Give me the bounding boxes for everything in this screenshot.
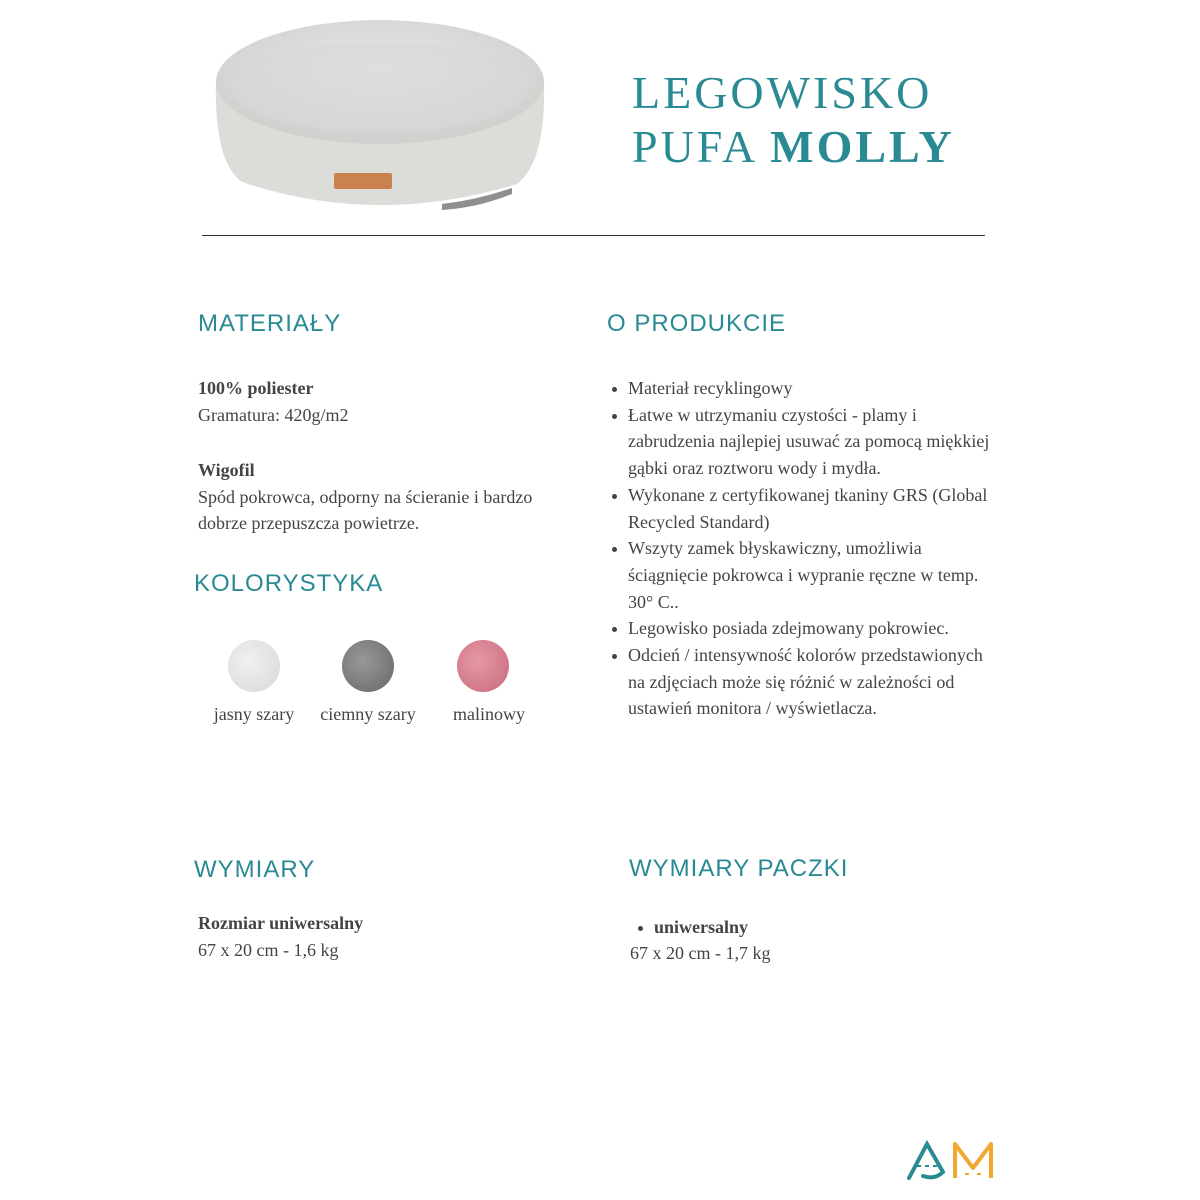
swatch-raspberry	[457, 640, 509, 692]
list-item: Wszyty zamek błyskawiczny, umożliwia ściągnięcie pokrowca i wypranie ręczne w temp. 30° C..	[606, 535, 996, 615]
list-item: Legowisko posiada zdejmowany pokrowiec.	[606, 615, 996, 642]
list-item: Łatwe w utrzymaniu czystości - plamy i zabrudzenia najlepiej usuwać za pomocą miękkiej gąbki oraz roztworu wody i mydła.	[606, 402, 996, 482]
material-desc: Spód pokrowca, odporny na ścieranie i bardzo dobrze przepuszcza powietrze.	[198, 486, 533, 534]
package-list	[632, 914, 748, 941]
about-list	[606, 375, 996, 722]
swatch-label: ciemny szary	[320, 704, 416, 724]
list-item: Wykonane z certyfikowanej tkaniny GRS (Global Recycled Standard)	[606, 482, 996, 535]
materials-section-2	[198, 457, 548, 537]
about-heading: O PRODUKCIE	[607, 310, 787, 337]
product-image	[212, 12, 550, 222]
material-desc: Gramatura: 420g/m2	[198, 404, 349, 425]
package-value: 67 x 20 cm - 1,7 kg	[630, 943, 771, 963]
list-item: uniwersalny	[632, 914, 748, 941]
swatch-label: jasny szary	[213, 704, 295, 724]
dimensions-heading: WYMIARY	[194, 856, 316, 883]
swatch-dark-grey	[342, 640, 394, 692]
colors-heading: KOLORYSTYKA	[194, 570, 384, 597]
dimensions-section	[198, 910, 363, 963]
product-title: LEGOWISKO PUFA MOLLY	[632, 67, 955, 172]
dimension-name: Rozmiar uniwersalny	[198, 913, 364, 933]
material-name: 100% poliester	[198, 378, 314, 398]
material-name: Wigofil	[198, 460, 255, 480]
package-heading: WYMIARY PACZKI	[629, 855, 849, 882]
list-item: Materiał recyklingowy	[606, 375, 996, 402]
dimension-value: 67 x 20 cm - 1,6 kg	[198, 939, 339, 960]
am-logo	[905, 1138, 1005, 1184]
list-item: Odcień / intensywność kolorów przedstawionych na zdjęciach może się różnić w zależności od ustawień monitora / wyświetlacza.	[606, 642, 996, 722]
divider	[202, 235, 985, 236]
materials-heading: MATERIAŁY	[198, 310, 342, 337]
swatch-light-grey	[228, 640, 280, 692]
materials-section	[198, 375, 548, 428]
swatch-label: malinowy	[453, 704, 525, 724]
